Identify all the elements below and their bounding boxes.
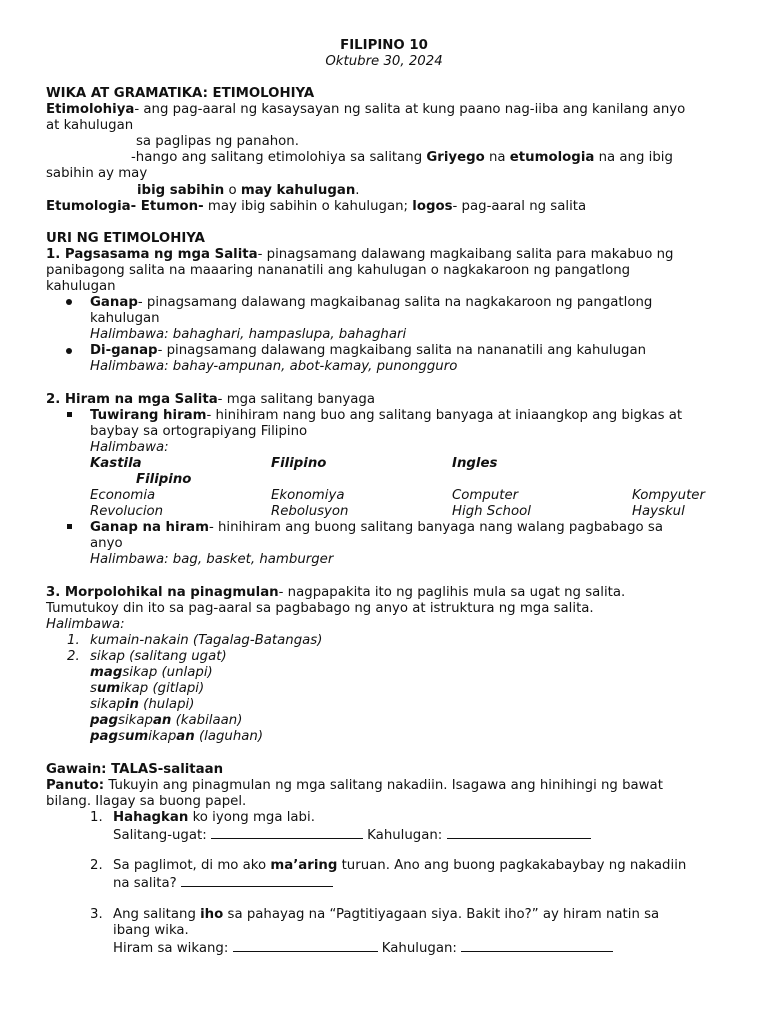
table-header: Filipino: [136, 472, 192, 487]
ganap-hiram-example: Halimbawa: bag, basket, hamburger: [90, 552, 334, 567]
ganap-line: Ganap- pinagsamang dalawang magkaibanag salita na nagkakaroon ng pangatlong: [90, 295, 653, 310]
ganap-example: Halimbawa: bahaghari, hampaslupa, bahaghari: [90, 327, 407, 342]
list-number: 2.: [67, 649, 80, 664]
answer-blank[interactable]: [461, 939, 613, 952]
tuwirang-line: baybay sa ortograpiyang Filipino: [90, 424, 308, 439]
bullet-icon: [66, 299, 72, 305]
square-bullet-icon: [67, 524, 72, 529]
question-3: Ang salitang iho sa pahayag na “Pagtitiyagaan siya. Bakit iho?” ay hiram natin sa: [113, 907, 660, 922]
table-cell: High School: [452, 504, 531, 519]
type-1-line: panibagong salita na maaaring nananatili ang kahulugan o nagkakaroon ng pangatlong: [46, 263, 631, 278]
table-cell: Ekonomiya: [271, 488, 345, 503]
morph-example: pagsikapan (kabilaan): [90, 713, 243, 728]
question-2-line: na salita?: [113, 874, 333, 892]
morph-example: sumikap (gitlapi): [90, 681, 205, 696]
type-1-line: kahulugan: [46, 279, 116, 294]
morph-example: sikap (salitang ugat): [90, 649, 227, 664]
ganap-hiram-line: anyo: [90, 536, 123, 551]
halimbawa-label: Halimbawa:: [90, 440, 169, 455]
morph-example: pagsumikapan (laguhan): [90, 729, 264, 744]
question-1-fields: Salitang-ugat: Kahulugan:: [113, 826, 591, 844]
square-bullet-icon: [67, 412, 72, 417]
ganap-line: kahulugan: [90, 311, 160, 326]
instructions-line: bilang. Ilagay sa buong papel.: [46, 794, 247, 809]
type-3-line: Tumutukoy din ito sa pag-aaral sa pagbabago ng anyo at istruktura ng mga salita.: [46, 601, 594, 616]
document-date: Oktubre 30, 2024: [325, 54, 443, 69]
table-cell: Economia: [90, 488, 156, 503]
section-title: WIKA AT GRAMATIKA: ETIMOLOHIYA: [46, 86, 315, 101]
etumologia-line: Etumologia- Etumon- may ibig sabihin o kahulugan; logos- pag-aaral ng salita: [46, 199, 587, 214]
diganap-line: Di-ganap- pinagsamang dalawang magkaibang salita na nananatili ang kahulugan: [90, 343, 647, 358]
morph-example: kumain-nakain (Tagalag-Batangas): [90, 633, 323, 648]
morph-example: sikapin (hulapi): [90, 697, 195, 712]
type-3-heading: 3. Morpolohikal na pinagmulan- nagpapakita ito ng paglihis mula sa ugat ng salita.: [46, 585, 626, 600]
definition-line: sa paglipas ng panahon.: [136, 134, 299, 149]
table-header: Ingles: [452, 456, 498, 471]
definition-line: at kahulugan: [46, 118, 134, 133]
origin-line: -hango ang salitang etimolohiya sa salitang Griyego na etumologia na ang ibig: [131, 150, 673, 165]
list-number: 1.: [90, 810, 103, 825]
question-3-fields: Hiram sa wikang: Kahulugan:: [113, 939, 613, 957]
answer-blank[interactable]: [447, 826, 591, 839]
type-1-heading: 1. Pagsasama ng mga Salita- pinagsamang dalawang magkaibang salita para makabuo ng: [46, 247, 674, 262]
type-2-heading: 2. Hiram na mga Salita- mga salitang banyaga: [46, 392, 376, 407]
morph-example: magsikap (unlapi): [90, 665, 213, 680]
question-1: Hahagkan ko iyong mga labi.: [113, 810, 315, 825]
diganap-example: Halimbawa: bahay-ampunan, abot-kamay, punongguro: [90, 359, 458, 374]
table-cell: Revolucion: [90, 504, 164, 519]
subject-title: FILIPINO 10: [340, 38, 428, 53]
list-number: 3.: [90, 907, 103, 922]
answer-blank[interactable]: [181, 874, 333, 887]
instructions-line: Panuto: Tukuyin ang pinagmulan ng mga salitang nakadiin. Isagawa ang hinihingi ng bawat: [46, 778, 663, 793]
answer-blank[interactable]: [233, 939, 378, 952]
table-header: Filipino: [271, 456, 327, 471]
question-2: Sa paglimot, di mo ako ma’aring turuan. Ano ang buong pagkakabaybay ng nakadiin: [113, 858, 687, 873]
activity-title: Gawain: TALAS-salitaan: [46, 762, 224, 777]
table-header: Kastila: [90, 456, 142, 471]
halimbawa-label: Halimbawa:: [46, 617, 125, 632]
definition-line: Etimolohiya- ang pag-aaral ng kasaysayan ng salita at kung paano nag-iiba ang kanilang anyo: [46, 102, 686, 117]
table-cell: Kompyuter: [632, 488, 705, 503]
tuwirang-line: Tuwirang hiram- hinihiram nang buo ang salitang banyaga at iniaangkop ang bigkas at: [90, 408, 683, 423]
ganap-hiram-line: Ganap na hiram- hinihiram ang buong salitang banyaga nang walang pagbabago sa: [90, 520, 663, 535]
answer-blank[interactable]: [211, 826, 363, 839]
origin-line: sabihin ay may: [46, 166, 148, 181]
section-title: URI NG ETIMOLOHIYA: [46, 231, 205, 246]
meaning-line: ibig sabihin o may kahulugan.: [137, 183, 360, 198]
question-3-line: ibang wika.: [113, 923, 189, 938]
table-cell: Hayskul: [632, 504, 685, 519]
table-cell: Rebolusyon: [271, 504, 349, 519]
table-cell: Computer: [452, 488, 519, 503]
list-number: 1.: [67, 633, 80, 648]
list-number: 2.: [90, 858, 103, 873]
bullet-icon: [66, 348, 72, 354]
